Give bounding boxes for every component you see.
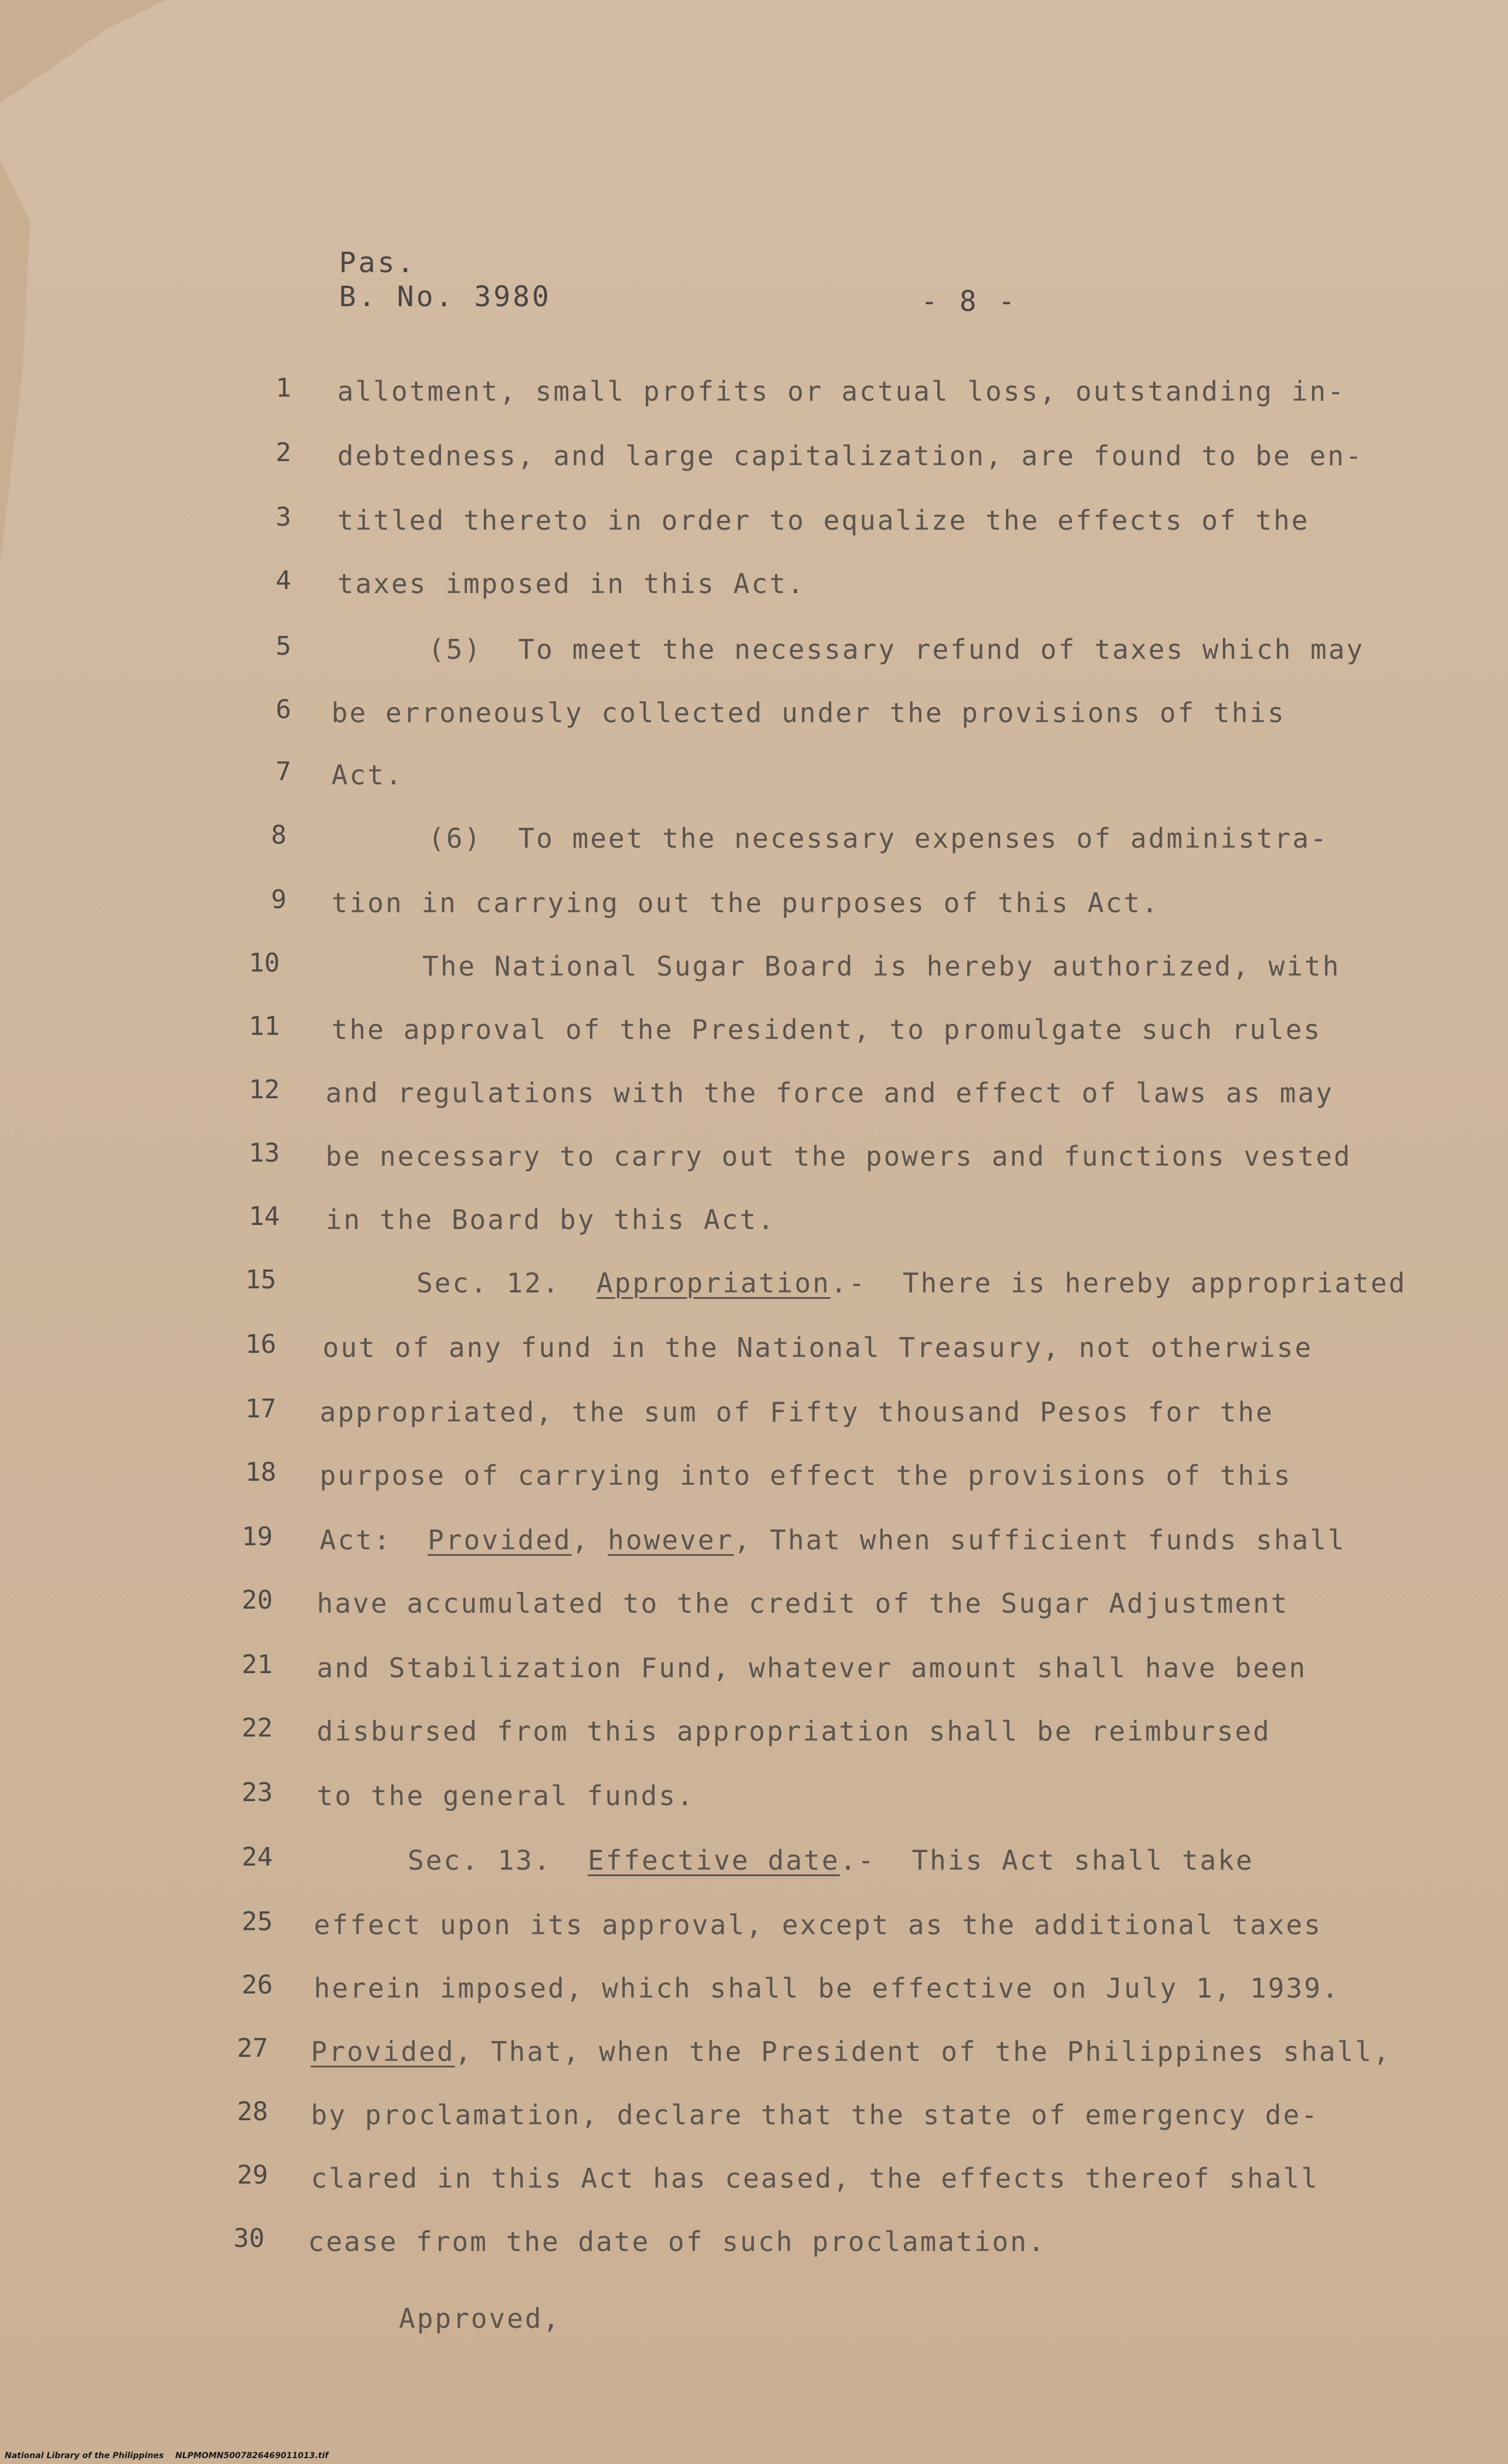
- body-line: tion in carrying out the purposes of this Act.: [331, 887, 1160, 919]
- line-number: 9: [271, 885, 287, 915]
- body-line: The National Sugar Board is hereby authorized, with: [422, 950, 1341, 982]
- body-line: out of any fund in the National Treasury, not otherwise: [323, 1332, 1313, 1363]
- line-number: 24: [242, 1842, 273, 1872]
- line-number: 11: [249, 1011, 280, 1041]
- line-number: 13: [249, 1138, 280, 1168]
- body-line: have accumulated to the credit of the Sugar Adjustment: [317, 1588, 1289, 1619]
- line-number: 17: [245, 1394, 276, 1424]
- line-number: 14: [249, 1201, 280, 1231]
- body-line: in the Board by this Act.: [326, 1204, 776, 1236]
- body-line: appropriated, the sum of Fifty thousand Pesos for the: [320, 1396, 1274, 1428]
- body-line: purpose of carrying into effect the provisions of this: [320, 1460, 1292, 1491]
- underlined-heading: Effective date: [587, 1844, 840, 1876]
- line-segment: Act:: [320, 1524, 428, 1556]
- body-line: to the general funds.: [317, 1780, 695, 1812]
- line-number: 5: [276, 631, 292, 661]
- body-line: [408, 1844, 1254, 1876]
- line-segment: .- There is hereby appropriated: [830, 1267, 1407, 1299]
- line-number: 23: [242, 1778, 273, 1808]
- line-number: 10: [249, 948, 280, 978]
- body-line: be necessary to carry out the powers and functions vested: [326, 1140, 1352, 1172]
- line-number: 20: [242, 1585, 273, 1615]
- body-line: and Stabilization Fund, whatever amount shall have been: [317, 1652, 1307, 1684]
- line-segment: , That when sufficient funds shall: [734, 1524, 1346, 1556]
- doc-type: Pas.: [339, 246, 416, 279]
- body-line: effect upon its approval, except as the additional taxes: [314, 1909, 1322, 1941]
- underlined-heading: Appropriation: [596, 1267, 831, 1299]
- line-number: 28: [237, 2097, 268, 2127]
- line-number: 27: [237, 2033, 268, 2063]
- line-number: 4: [276, 566, 292, 595]
- body-line: and regulations with the force and effect of laws as may: [326, 1077, 1334, 1109]
- body-line: by proclamation, declare that the state of emergency de-: [311, 2099, 1319, 2131]
- body-line: [320, 1524, 1346, 1556]
- page-marker: - 8 -: [921, 285, 1018, 318]
- line-number: 29: [237, 2160, 268, 2190]
- body-line: the approval of the President, to promulgate such rules: [331, 1014, 1322, 1045]
- line-number: 8: [271, 820, 287, 850]
- archive-footer: National Library of the Philippines NLPMOMN5007826469011013.tif: [5, 2451, 328, 2460]
- body-line: allotment, small profits or actual loss, outstanding in-: [337, 375, 1346, 407]
- line-segment: ,: [571, 1524, 608, 1556]
- closing-approved: Approved,: [399, 2303, 561, 2334]
- line-number: 12: [249, 1075, 280, 1105]
- line-number: 21: [242, 1650, 273, 1680]
- line-number: 2: [276, 438, 292, 468]
- line-segment: .- This Act shall take: [839, 1844, 1254, 1876]
- body-line: [416, 1267, 1407, 1299]
- line-segment: Sec. 13.: [408, 1844, 588, 1876]
- line-number: 3: [276, 502, 292, 532]
- line-number: 26: [242, 1970, 273, 2000]
- body-line: be erroneously collected under the provisions of this: [331, 697, 1286, 729]
- body-line: (6) To meet the necessary expenses of administra-: [428, 823, 1329, 854]
- body-line: [311, 2036, 1391, 2067]
- underlined-heading: Provided: [428, 1524, 572, 1556]
- line-segment: Sec. 12.: [416, 1267, 597, 1299]
- body-line: (5) To meet the necessary refund of taxes which may: [428, 634, 1365, 665]
- line-segment: , That, when the President of the Philippines shall,: [455, 2036, 1391, 2067]
- underlined-heading: however: [608, 1524, 734, 1556]
- body-line: herein imposed, which shall be effective on July 1, 1939.: [314, 1972, 1340, 2004]
- body-line: disbursed from this appropriation shall be reimbursed: [317, 1715, 1271, 1747]
- line-number: 30: [233, 2223, 265, 2253]
- line-number: 19: [242, 1522, 273, 1552]
- line-number: 18: [245, 1457, 276, 1487]
- body-line: debtedness, and large capitalization, are found to be en-: [337, 440, 1364, 472]
- body-line: titled thereto in order to equalize the effects of the: [337, 505, 1310, 536]
- body-line: clared in this Act has ceased, the effects thereof shall: [311, 2162, 1319, 2194]
- body-line: Act.: [331, 759, 404, 791]
- line-number: 22: [242, 1713, 273, 1743]
- bill-number: B. No. 3980: [339, 280, 551, 313]
- body-line: cease from the date of such proclamation.: [308, 2226, 1046, 2257]
- line-number: 16: [245, 1329, 276, 1359]
- body-line: taxes imposed in this Act.: [337, 568, 806, 600]
- line-number: 1: [276, 373, 292, 403]
- line-number: 15: [245, 1265, 276, 1295]
- line-number: 25: [242, 1907, 273, 1937]
- line-number: 6: [276, 695, 292, 725]
- underlined-heading: Provided: [311, 2036, 455, 2067]
- line-number: 7: [276, 757, 292, 787]
